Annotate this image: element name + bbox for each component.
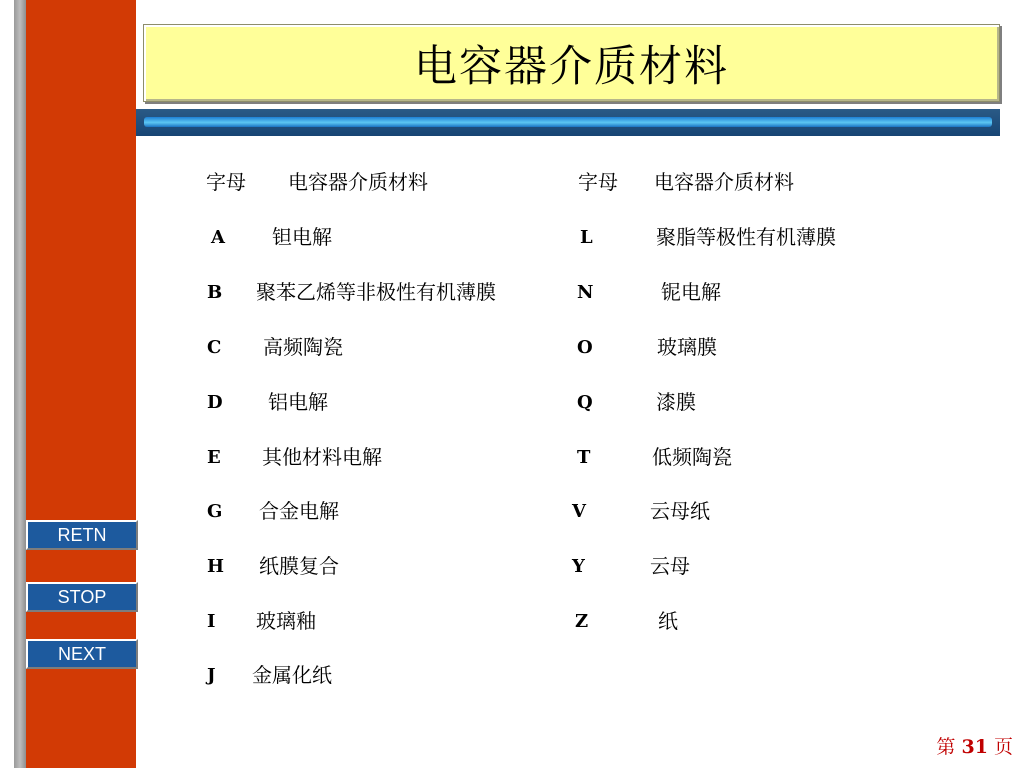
left-row-material: 铝电解 xyxy=(268,390,328,414)
right-header-letter: 字母 xyxy=(578,170,618,194)
right-row-material: 云母 xyxy=(650,554,690,578)
right-row-letter: O xyxy=(577,337,593,358)
stop-button[interactable]: STOP xyxy=(26,582,138,612)
right-row-letter: N xyxy=(577,282,594,303)
page-number xyxy=(936,732,1013,759)
left-row-material: 钽电解 xyxy=(272,225,332,249)
right-header-material: 电容器介质材料 xyxy=(654,170,794,194)
page-number-suffix: 页 xyxy=(993,736,1013,758)
right-row-letter: Z xyxy=(575,611,589,632)
left-row-material: 聚苯乙烯等非极性有机薄膜 xyxy=(256,280,496,304)
left-row-letter: J xyxy=(207,665,216,686)
right-row-material: 云母纸 xyxy=(650,499,710,523)
left-header-letter: 字母 xyxy=(206,170,246,194)
left-row-material: 玻璃釉 xyxy=(256,609,316,633)
title-banner xyxy=(143,24,1000,102)
retn-button[interactable]: RETN xyxy=(26,520,138,550)
decorative-blue-band xyxy=(136,109,1000,136)
right-row-material: 低频陶瓷 xyxy=(652,445,732,469)
page-number-prefix: 第 xyxy=(936,736,956,758)
left-row-material: 高频陶瓷 xyxy=(263,335,343,359)
right-row-material: 漆膜 xyxy=(656,390,696,414)
left-row-letter: C xyxy=(207,337,222,358)
left-edge-strip xyxy=(0,0,26,768)
page-number-value: 31 xyxy=(961,736,988,758)
right-row-material: 玻璃膜 xyxy=(657,335,717,359)
left-row-material: 金属化纸 xyxy=(252,663,332,687)
right-row-letter: Y xyxy=(572,556,585,577)
left-row-material: 纸膜复合 xyxy=(259,554,339,578)
left-row-letter: H xyxy=(207,556,225,577)
right-row-material: 聚脂等极性有机薄膜 xyxy=(656,225,836,249)
left-row-letter: G xyxy=(207,501,223,522)
right-row-material: 纸 xyxy=(658,609,678,633)
left-row-material: 其他材料电解 xyxy=(262,445,382,469)
right-row-letter: L xyxy=(580,227,593,248)
right-row-letter: T xyxy=(577,447,591,468)
next-button[interactable]: NEXT xyxy=(26,639,138,669)
left-row-letter: I xyxy=(207,611,216,632)
left-row-letter: A xyxy=(211,227,225,248)
left-row-letter: E xyxy=(207,447,221,468)
blue-band-highlight xyxy=(144,117,992,127)
left-header-material: 电容器介质材料 xyxy=(288,170,428,194)
left-row-letter: D xyxy=(207,392,223,413)
slide-title: 电容器介质材料 xyxy=(414,41,729,92)
right-row-letter: Q xyxy=(577,392,593,413)
left-row-material: 合金电解 xyxy=(259,499,339,523)
right-row-letter: V xyxy=(572,501,586,522)
left-row-letter: B xyxy=(207,282,223,303)
right-row-material: 铌电解 xyxy=(661,280,721,304)
